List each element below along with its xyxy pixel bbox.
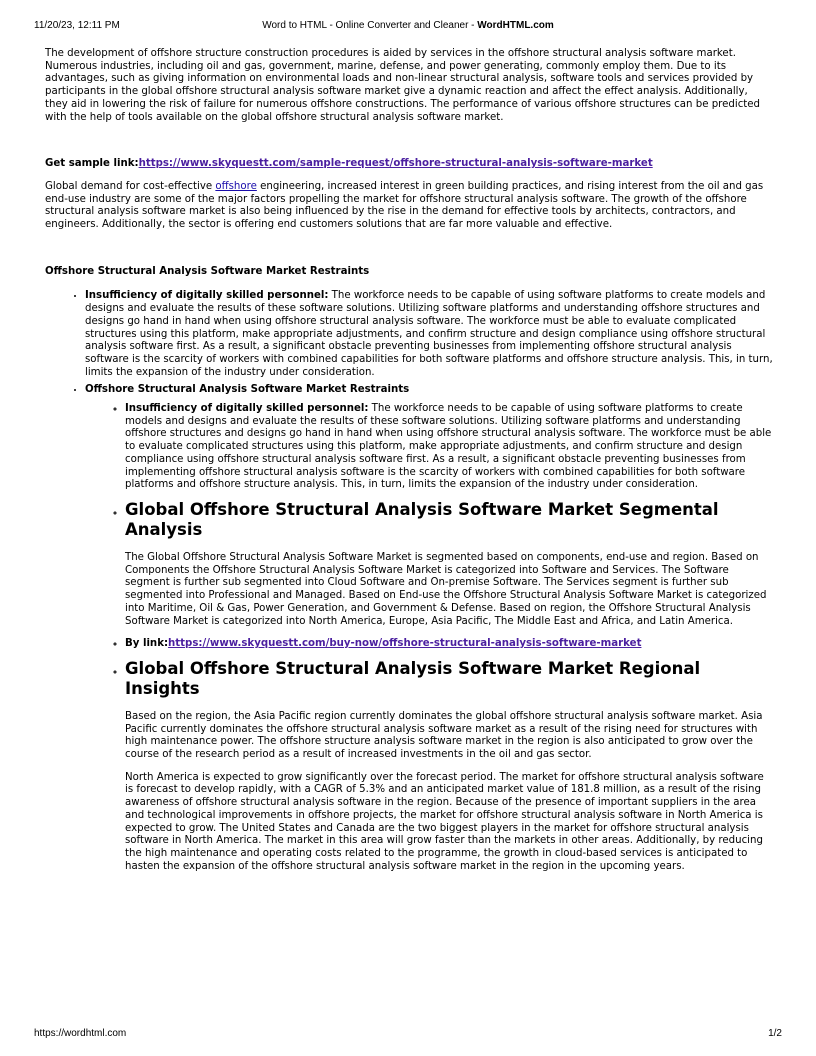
document-body bbox=[45, 48, 773, 878]
list-item bbox=[85, 290, 773, 379]
list-item bbox=[125, 403, 773, 492]
regional-heading: ◦ Global Offshore Structural Analysis Software Market Regional Insights bbox=[125, 658, 701, 698]
sample-link[interactable]: https://www.skyquestt.com/sample-request/offshore-structural-analysis-software-market bbox=[138, 158, 653, 170]
segmental-heading: ◦ Global Offshore Structural Analysis Software Market Segmental Analysis bbox=[125, 499, 719, 539]
list-item bbox=[125, 638, 773, 651]
demand-paragraph bbox=[45, 181, 773, 232]
print-page-number: 1/2 bbox=[768, 1028, 782, 1039]
print-page-title bbox=[0, 18, 816, 34]
sub1-label: Insufficiency of digitally skilled personnel: bbox=[125, 403, 369, 415]
bullet2-label: Offshore Structural Analysis Software Market Restraints bbox=[85, 384, 410, 396]
list-item bbox=[125, 659, 773, 873]
print-footer bbox=[0, 1026, 816, 1042]
intro-paragraph: The development of offshore structure construction procedures is aided by services in the offshore structural analysis software market. Numerous industries, including oil and gas, government, marine, defense, and power generating, commonly employ them. Due to its advantages, such as giving information on environmental loads and non-linear structural analysis, software tools and services provided by participants in the global offshore structural analysis software market give a dynamic reaction and affect the effect analysis. Additionally, they aid in lowering the risk of failure for numerous offshore constructions. The performance of various offshore structures can be predicted with the help of tools available on the global offshore structural analysis software market. bbox=[45, 48, 761, 123]
list-item bbox=[125, 500, 773, 628]
restraints-heading: Offshore Structural Analysis Software Market Restraints bbox=[45, 265, 370, 277]
print-title-prefix: Word to HTML - Online Converter and Cleaner - bbox=[262, 20, 478, 31]
offshore-link[interactable]: offshore bbox=[215, 180, 257, 192]
regional-paragraph-1: Based on the region, the Asia Pacific region currently dominates the global offshore structural analysis software market. Asia Pacific currently dominates the offshore structural analysis software market as a result of the rising need for structures with high maintenance power. The offshore structure analysis software market in the region is also anticipated to grow over the course of the research period as a result of increased investments in the oil and gas sector. bbox=[125, 710, 763, 761]
print-title-site: WordHTML.com bbox=[477, 20, 554, 31]
buy-link[interactable]: https://www.skyquestt.com/buy-now/offshore-structural-analysis-software-market bbox=[168, 638, 642, 650]
nested-list bbox=[85, 403, 773, 873]
print-footer-url: https://wordhtml.com bbox=[34, 1028, 127, 1039]
demand-text-after: engineering, increased interest in green building practices, and rising interest from the oil and gas end-use industry are some of the major factors propelling the market for offshore structural analysis software. The growth of the offshore structural analysis software market is also being influenced by the rise in the demand for effective tools by architects, contractors, and engineers. Additionally, the sector is offering end customers solutions that are far more valuable and effective. bbox=[45, 180, 764, 231]
sample-link-line bbox=[45, 158, 773, 171]
print-header bbox=[0, 18, 816, 34]
print-datetime: 11/20/23, 12:11 PM bbox=[34, 20, 120, 31]
list-item bbox=[85, 384, 773, 873]
demand-text-before: Global demand for cost-effective bbox=[45, 180, 216, 192]
restraints-list bbox=[45, 290, 773, 873]
buy-link-label: By link: bbox=[125, 638, 169, 650]
bullet1-label: Insufficiency of digitally skilled personnel: bbox=[85, 290, 329, 302]
regional-paragraph-2: North America is expected to grow significantly over the forecast period. The market for offshore structural analysis software is forecast to develop rapidly, with a CAGR of 5.3% and an anticipated market value of 181.8 million, as a result of the rising awareness of offshore structural analysis software in the region. Because of the presence of important suppliers in the area and technological improvements in offshore projects, the market for offshore structural analysis software in North America is expected to grow. The United States and Canada are the two biggest players in the market for offshore structural analysis software in North America. The market in this area will grow faster than the markets in other areas. Additionally, by reducing the high maintenance and operating costs related to the programme, the growth in cloud-based services is anticipated to hasten the expansion of the offshore structural analysis software market in the region in the upcoming years. bbox=[125, 771, 764, 872]
bullet1-text: The workforce needs to be capable of using software platforms to create models and designs and evaluate the results of these software solutions. Utilizing software platforms and understanding offshore structures and designs go hand in hand when using offshore structural analysis software. The workforce must be able to evaluate complicated structures using this platform, make appropriate adjustments, and confirm structure and design compliance using offshore structural analysis software first. As a result, a significant obstacle preventing businesses from implementing offshore structural analysis software is the scarcity of workers with combined capabilities for both software platforms and offshore structure analysis. This, in turn, limits the expansion of the industry under consideration. bbox=[85, 290, 773, 378]
sub1-text: The workforce needs to be capable of using software platforms to create models and designs and evaluate the results of these software solutions. Utilizing software platforms and understanding offshore structures and designs go hand in hand when using offshore structural analysis software. The workforce must be able to evaluate complicated structures using this platform, make appropriate adjustments, and confirm structure and design compliance using offshore structural analysis software first. As a result, a significant obstacle preventing businesses from implementing offshore structural analysis software is the scarcity of workers with combined capabilities for both software platforms and offshore structure analysis. This, in turn, limits the expansion of the industry under consideration. bbox=[125, 403, 772, 491]
sample-link-label: Get sample link: bbox=[45, 158, 139, 170]
segmental-paragraph: The Global Offshore Structural Analysis Software Market is segmented based on components, end-use and region. Based on Components the Offshore Structural Analysis Software Market is categorized into Software and Services. The Software segment is further sub segmented into Cloud Software and On-premise Software. The Services segment is further sub segmented into Professional and Managed. Based on End-use the Offshore Structural Analysis Software Market is categorized into Maritime, Oil & Gas, Power Generation, and Government & Defense. Based on region, the Offshore Structural Analysis Software Market is categorized into North America, Europe, Asia Pacific, The Middle East and Africa, and Latin America. bbox=[125, 551, 767, 627]
